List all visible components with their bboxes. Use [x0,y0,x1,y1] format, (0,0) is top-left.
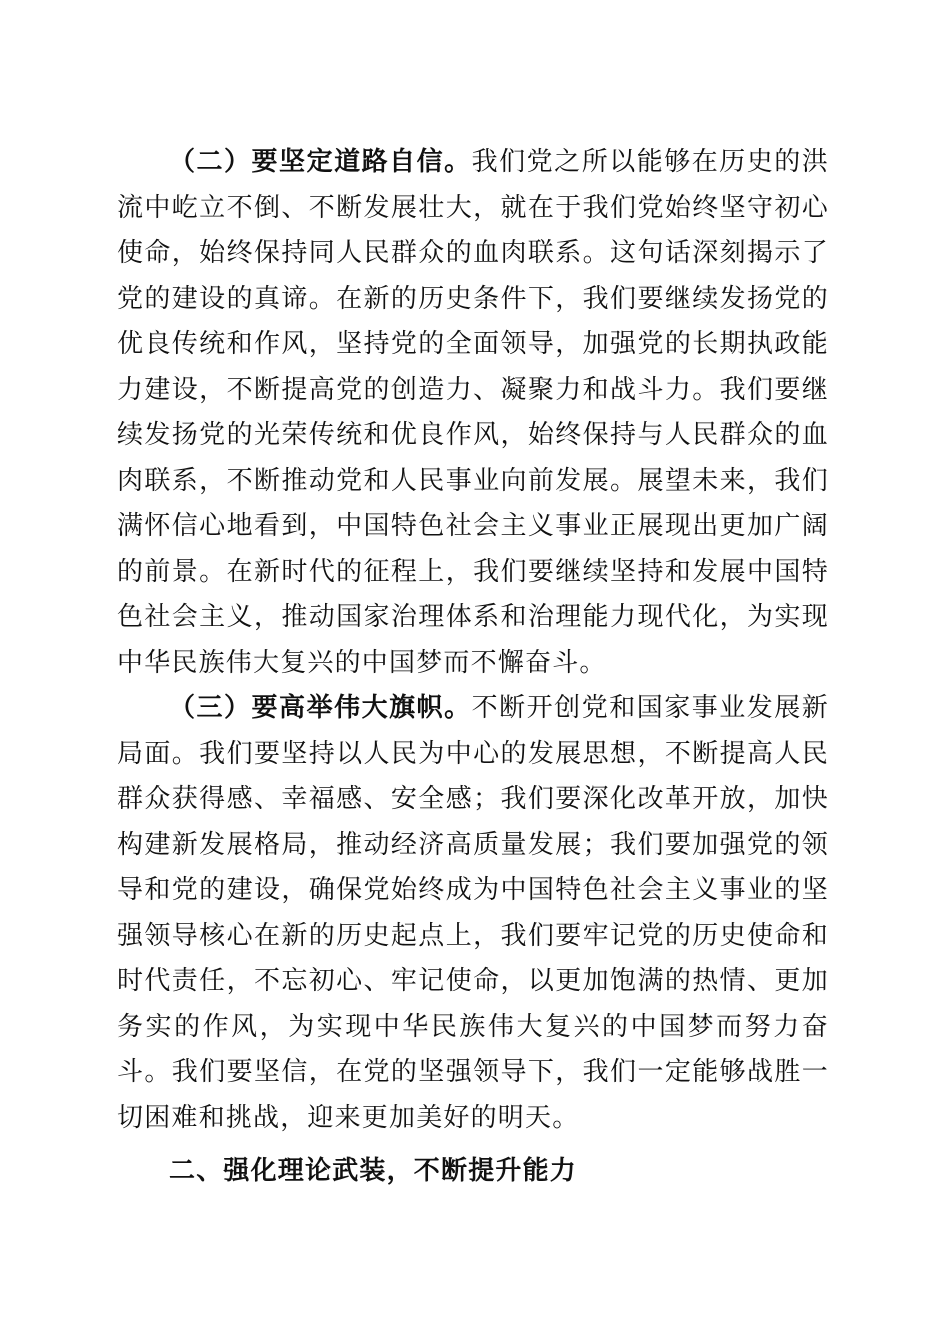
paragraph-lead: （三）要高举伟大旗帜。 [169,693,472,723]
paragraph-text: 不断开创党和国家事业发展新局面。我们要坚持以人民为中心的发展思想，不断提高人民群众获得感、幸福感、安全感；我们要深化改革开放，加快构建新发展格局，推动经济高质量发展；我们要加强党的领导和党的建设，确保党始终成为中国特色社会主义事业的坚强领导核心在新的历史起点上，我们要牢记党的历史使命和时代责任，不忘初心、牢记使命，以更加饱满的热情、更加务实的作风，为实现中华民族伟大复兴的中国梦而努力奋斗。我们要坚信，在党的坚强领导下，我们一定能够战胜一切困难和挑战，迎来更加美好的明天。 [117,693,829,1133]
section-heading: 二、强化理论武装，不断提升能力 [169,1156,578,1186]
paragraph-road-confidence [117,140,829,686]
paragraph-text: 我们党之所以能够在历史的洪流中屹立不倒、不断发展壮大，就在于我们党始终坚守初心使命，始终保持同人民群众的血肉联系。这句话深刻揭示了党的建设的真谛。在新的历史条件下，我们要继续发扬党的优良传统和作风，坚持党的全面领导，加强党的长期执政能力建设，不断提高党的创造力、凝聚力和战斗力。我们要继续发扬党的光荣传统和优良作风，始终保持与人民群众的血肉联系，不断推动党和人民事业向前发展。展望未来，我们满怀信心地看到，中国特色社会主义事业正展现出更加广阔的前景。在新时代的征程上，我们要继续坚持和发展中国特色社会主义，推动国家治理体系和治理能力现代化，为实现中华民族伟大复兴的中国梦而不懈奋斗。 [117,147,829,678]
paragraph-hold-banner [117,686,829,1141]
paragraph-lead: （二）要坚定道路自信。 [169,147,472,177]
document-body [117,140,829,1195]
